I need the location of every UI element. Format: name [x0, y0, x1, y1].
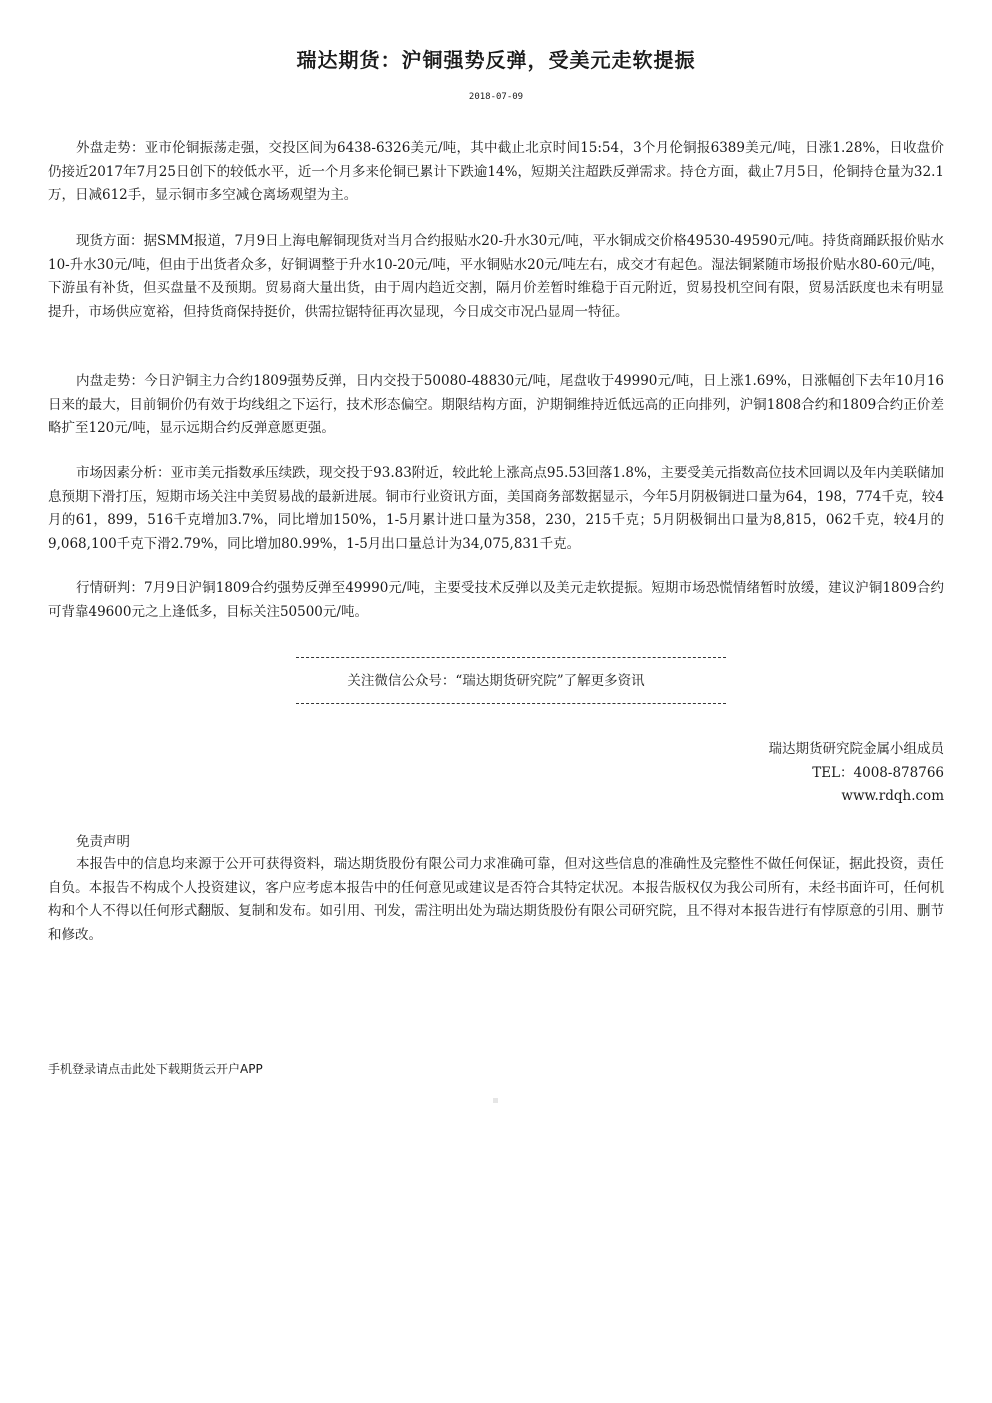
divider-top [296, 657, 726, 658]
publish-date: 2018-07-09 [468, 92, 524, 102]
divider-bottom [296, 703, 726, 704]
disclaimer-body: 本报告中的信息均来源于公开可获得资料，瑞达期货股份有限公司力求准确可靠，但对这些信息的准确性及完整性不做任何保证，据此投资，责任自负。本报告不构成个人投资建议，客户应考虑本报告中的任何意见或建议是否符合其特定状况。本报告版权仅为我公司所有，未经书面许可，任何机构和个人不得以任何形式翻版、复制和发布。如引用、刊发，需注明出处为瑞达期货股份有限公司研究院，且不得对本报告进行有悖原意的引用、删节和修改。 [48, 856, 944, 943]
signature-team: 瑞达期货研究院金属小组成员 [768, 741, 944, 757]
wechat-follow-note: 关注微信公众号：“瑞达期货研究院”了解更多资讯 [347, 673, 645, 689]
paragraph-market-factors: 市场因素分析：亚市美元指数承压续跌，现交投于93.83附近，较此轮上涨高点95.53回落1.8%，主要受美元指数高位技术回调以及年内美联储加息预期下滑打压，短期市场关注中美贸易战的最新进展。铜市行业资讯方面，美国商务部数据显示，今年5月阴极铜进口量为64，198，774千克，较4月的61，899，516千克增加3.7%，同比增加150%，1-5月累计进口量为358，230，215千克；5月阴极铜出口量为8,815，062千克，较4月的9,068,100千克下滑2.79%，同比增加80.99%，1-5月出口量总计为34,075,831千克。 [48, 465, 944, 552]
paragraph-spot-market: 现货方面：据SMM报道，7月9日上海电解铜现货对当月合约报贴水20-升水30元/吨，平水铜成交价格49530-49590元/吨。持货商踊跃报价贴水10-升水30元/吨，但由于出货者众多，好铜调整于升水10-20元/吨，平水铜贴水20元/吨左右，成交才有起色。湿法铜紧随市场报价贴水80-60元/吨，下游虽有补货，但买盘量不及预期。贸易商大量出货，由于周内趋近交割，隔月价差暂时维稳于百元附近，贸易投机空间有限，贸易活跃度也未有明显提升，市场供应宽裕，但持货商保持挺价，供需拉锯特征再次显现，今日成交市况凸显周一特征。 [48, 233, 944, 320]
paragraph-domestic-market: 内盘走势：今日沪铜主力合约1809强势反弹，日内交投于50080-48830元/吨，尾盘收于49990元/吨，日上涨1.69%，日涨幅创下去年10月16日来的最大，目前铜价仍有效于均线组之下运行，技术形态偏空。期限结构方面，沪期铜维持近低远高的正向排列，沪铜1808合约和1809合约正价差略扩至120元/吨，显示远期合约反弹意愿更强。 [48, 373, 944, 436]
signature-website[interactable]: www.rdqh.com [841, 788, 944, 804]
paragraph-foreign-market: 外盘走势：亚市伦铜振荡走强，交投区间为6438-6326美元/吨，其中截止北京时间15:54，3个月伦铜报6389美元/吨，日涨1.28%，日收盘价仍接近2017年7月25日创下的较低水平，近一个月多来伦铜已累计下跌逾14%，短期关注超跌反弹需求。持仓方面，截止7月5日，伦铜持仓量为32.1万，日减612手，显示铜市多空减仓离场观望为主。 [48, 140, 944, 203]
app-download-link[interactable]: 手机登录请点击此处下载期货云开户APP [48, 1062, 263, 1076]
signature-block [769, 738, 945, 809]
disclaimer-title: 免责声明 [76, 834, 130, 850]
page-title: 瑞达期货：沪铜强势反弹，受美元走软提振 [296, 48, 696, 72]
page-marker [493, 1098, 498, 1103]
signature-tel: TEL：4008-878766 [812, 764, 944, 781]
paragraph-outlook: 行情研判：7月9日沪铜1809合约强势反弹至49990元/吨，主要受技术反弹以及美元走软提振。短期市场恐慌情绪暂时放缓，建议沪铜1809合约可背靠49600元之上逢低多，目标关注50500元/吨。 [48, 580, 944, 620]
